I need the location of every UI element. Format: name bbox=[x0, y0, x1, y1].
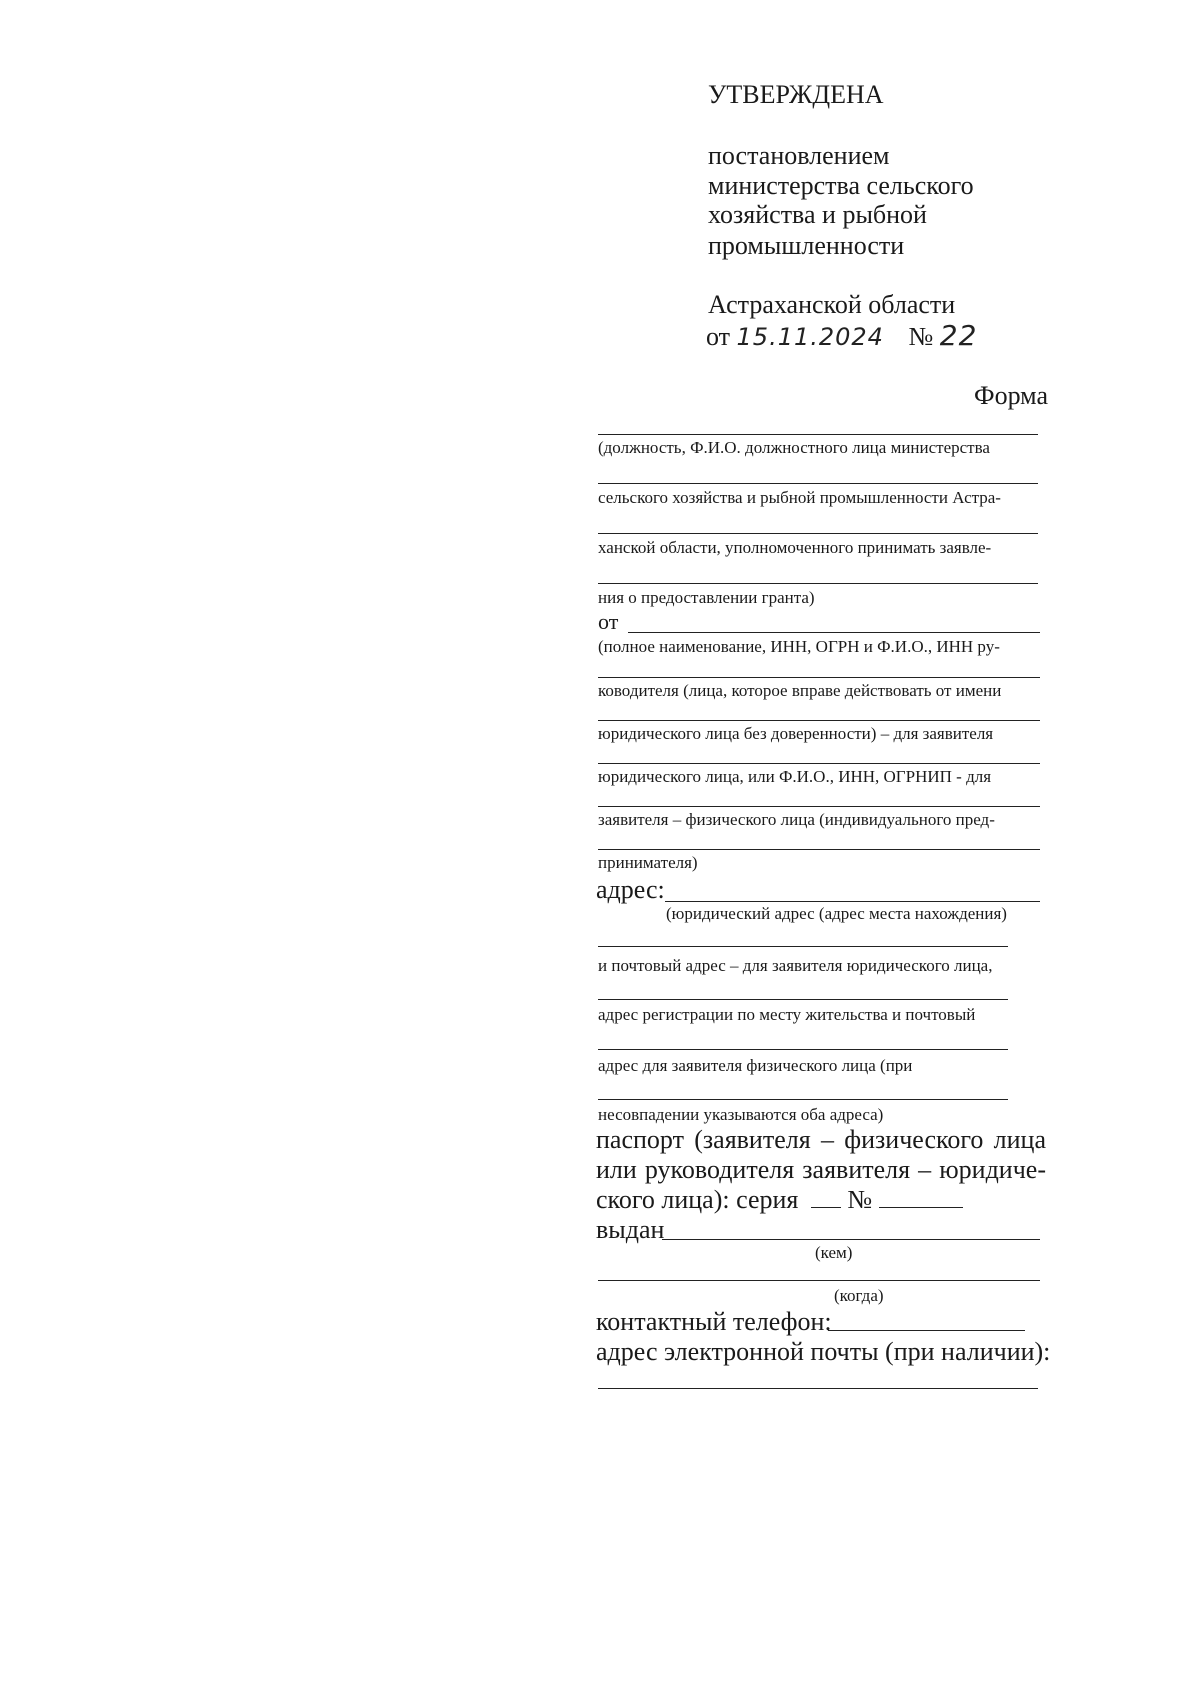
address-line bbox=[665, 901, 1040, 902]
official-line bbox=[598, 483, 1038, 484]
date-prefix: от bbox=[706, 322, 731, 351]
passport-series-label: ского лица): серия bbox=[596, 1185, 799, 1214]
applicant-line bbox=[598, 763, 1040, 764]
passport-number-field bbox=[879, 1185, 963, 1208]
official-line bbox=[598, 533, 1038, 534]
phone-label: контактный телефон: bbox=[596, 1307, 832, 1336]
handwritten-date: 15.11.2024 bbox=[736, 323, 884, 351]
decree-date-line bbox=[706, 320, 977, 353]
number-label: № bbox=[908, 322, 934, 351]
applicant-hint: принимателя) bbox=[598, 853, 698, 872]
from-label: от bbox=[598, 609, 619, 634]
applicant-line bbox=[598, 720, 1040, 721]
passport-issued-label: выдан bbox=[596, 1215, 665, 1244]
address-line bbox=[598, 1049, 1008, 1050]
applicant-hint: заявителя – физического лица (индивидуального пред- bbox=[598, 810, 995, 829]
issued-by-hint: (кем) bbox=[815, 1243, 853, 1262]
decree-line: министерства сельского bbox=[708, 171, 974, 200]
official-line bbox=[598, 583, 1038, 584]
address-line bbox=[598, 999, 1008, 1000]
address-hint: несовпадении указываются оба адреса) bbox=[598, 1105, 884, 1124]
decree-line: промышленности bbox=[708, 231, 905, 260]
form-label: Форма bbox=[974, 381, 1048, 410]
applicant-hint: юридического лица без доверенности) – для заявителя bbox=[598, 724, 994, 743]
applicant-hint: юридического лица, или Ф.И.О., ИНН, ОГРНИП - для bbox=[598, 767, 992, 786]
address-hint: (юридический адрес (адрес места нахождения) bbox=[666, 904, 1007, 923]
official-hint: ханской области, уполномоченного принимать заявле- bbox=[598, 538, 992, 557]
official-hint: сельского хозяйства и рыбной промышленности Астра- bbox=[598, 488, 1001, 507]
address-hint: адрес для заявителя физического лица (при bbox=[598, 1056, 913, 1075]
issued-when-hint: (когда) bbox=[834, 1286, 884, 1305]
handwritten-number: 22 bbox=[939, 319, 978, 352]
address-label: адрес: bbox=[596, 875, 665, 904]
approved-heading: УТВЕРЖДЕНА bbox=[708, 80, 884, 109]
issued-when-line bbox=[598, 1280, 1040, 1281]
passport-series-field bbox=[811, 1185, 841, 1208]
address-line bbox=[598, 1099, 1008, 1100]
applicant-line bbox=[628, 632, 1040, 633]
applicant-hint: ководителя (лица, которое вправе действовать от имени bbox=[598, 681, 1002, 700]
phone-line bbox=[828, 1330, 1025, 1331]
passport-line: или руководителя заявителя – юридиче- bbox=[596, 1155, 1046, 1184]
applicant-line bbox=[598, 849, 1040, 850]
applicant-line bbox=[598, 806, 1040, 807]
official-line bbox=[598, 434, 1038, 435]
official-hint: (должность, Ф.И.О. должностного лица министерства bbox=[598, 438, 990, 457]
applicant-hint: (полное наименование, ИНН, ОГРН и Ф.И.О., ИНН ру- bbox=[598, 637, 1000, 656]
address-line bbox=[598, 946, 1008, 947]
passport-line: паспорт (заявителя – физического лица bbox=[596, 1125, 1046, 1154]
decree-line: хозяйства и рыбной bbox=[708, 200, 927, 229]
email-label: адрес электронной почты (при наличии): bbox=[596, 1337, 1051, 1366]
email-line bbox=[598, 1388, 1038, 1389]
decree-line: постановлением bbox=[708, 141, 890, 170]
passport-number-label: № bbox=[847, 1185, 873, 1214]
address-hint: и почтовый адрес – для заявителя юридического лица, bbox=[598, 956, 993, 975]
issued-by-line bbox=[662, 1239, 1040, 1240]
passport-series-line bbox=[596, 1184, 963, 1216]
official-hint: ния о предоставлении гранта) bbox=[598, 588, 815, 607]
applicant-line bbox=[598, 677, 1040, 678]
address-hint: адрес регистрации по месту жительства и почтовый bbox=[598, 1005, 976, 1024]
region-line: Астраханской области bbox=[708, 290, 956, 319]
